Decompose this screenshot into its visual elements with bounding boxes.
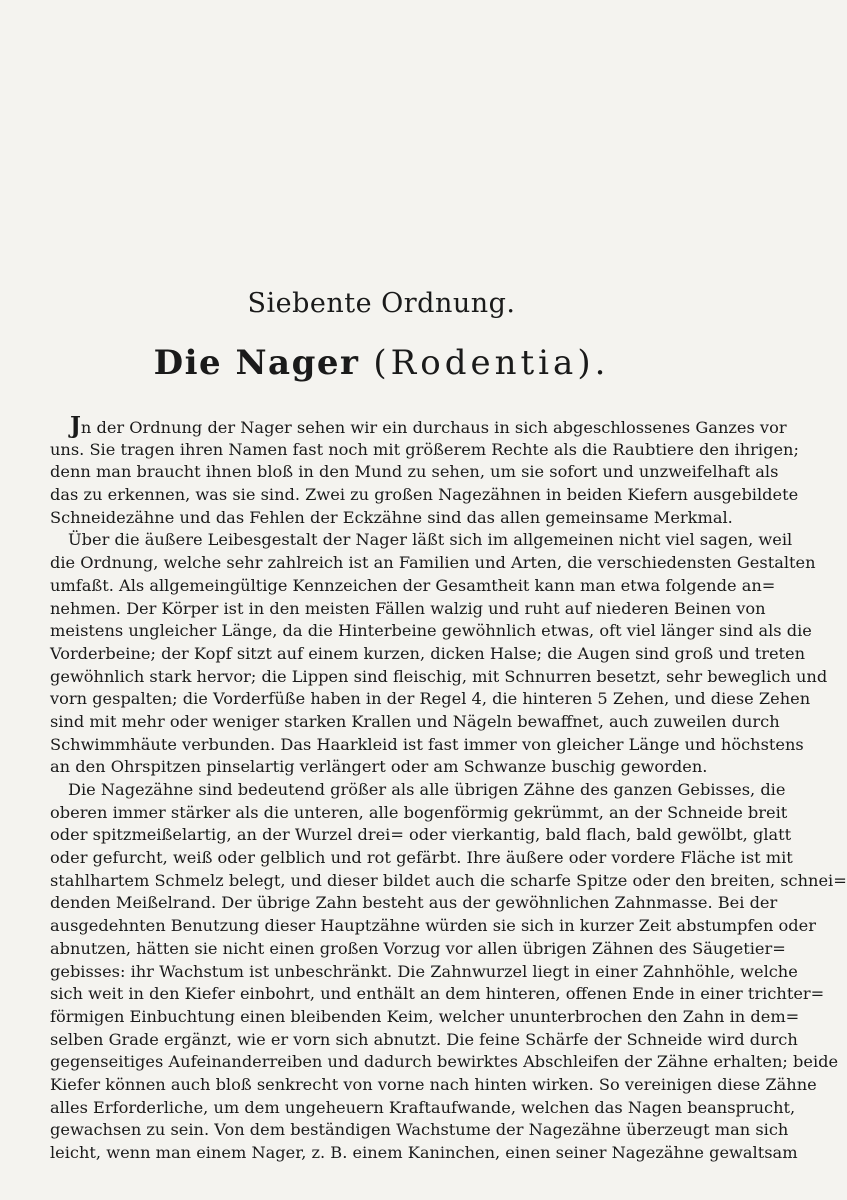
text-line: gewöhnlich stark hervor; die Lippen sind fleischig, mit Schnurren besetzt, sehr beweglich und — [50, 666, 828, 686]
text-line: denden Meißelrand. Der übrige Zahn besteht aus der gewöhnlichen Zahnmasse. Bei der — [50, 893, 778, 913]
text-line: sind mit mehr oder weniger starken Krallen und Nägeln bewaffnet, auch zuweilen durch — [50, 711, 780, 731]
text-line: oberen immer stärker als die unteren, alle bogenförmig gekrümmt, an der Schneide breit — [50, 802, 788, 822]
chapter-title-german: Die Nager — [153, 343, 360, 383]
drop-cap: J — [70, 412, 81, 439]
paragraph-3 — [50, 779, 847, 1165]
text-line: ausgedehnten Benutzung dieser Hauptzähne würden sie sich in kurzer Zeit abstumpfen oder — [50, 916, 816, 936]
paragraph-1 — [50, 412, 799, 529]
text-line: gegenseitiges Aufeinanderreiben und dadurch bewirktes Abschleifen der Zähne erhalten; beide — [50, 1052, 839, 1072]
text-line: gewachsen zu sein. Von dem beständigen Wachstume der Nagezähne überzeugt man sich — [50, 1120, 789, 1140]
text-line: Schneidezähne und das Fehlen der Eckzähne sind das allen gemeinsame Merkmal. — [50, 507, 733, 527]
paragraph-2 — [50, 529, 828, 779]
text-line: denn man braucht ihnen bloß in den Mund zu sehen, um sie sofort und unzweifelhaft als — [50, 462, 779, 482]
text-line: oder gefurcht, weiß oder gelblich und rot gefärbt. Ihre äußere oder vordere Fläche ist mit — [50, 848, 793, 868]
text-line: Über die äußere Leibesgestalt der Nager läßt sich im allgemeinen nicht viel sagen, weil — [68, 530, 793, 550]
text-line: alles Erforderliche, um dem ungeheuern Kraftaufwande, welchen das Nagen beansprucht, — [50, 1097, 796, 1117]
chapter-title — [0, 343, 763, 383]
text-line: förmigen Einbuchtung einen bleibenden Keim, welcher ununterbrochen den Zahn in dem= — [50, 1006, 800, 1026]
text-line: nehmen. Der Körper ist in den meisten Fällen walzig und ruht auf niederen Beinen von — [50, 598, 766, 618]
text-line: die Ordnung, welche sehr zahlreich ist an Familien und Arten, die verschiedensten Gestalten — [50, 553, 816, 573]
text-line: uns. Sie tragen ihren Namen fast noch mit größerem Rechte als die Raubtiere den ihrigen; — [50, 439, 799, 459]
text-line: stahlhartem Schmelz belegt, und dieser bildet auch die scharfe Spitze oder den breiten, schnei= — [50, 870, 847, 890]
text-line: Jn der Ordnung der Nager sehen wir ein durchaus in sich abgeschlossenes Ganzes vor — [70, 412, 787, 439]
text-line: Kiefer können auch bloß senkrecht von vorne nach hinten wirken. So vereinigen diese Zähne — [50, 1074, 817, 1094]
text-line: vorn gespalten; die Vorderfüße haben in der Regel 4, die hinteren 5 Zehen, und diese Zehen — [50, 689, 811, 709]
text-line: meistens ungleicher Länge, da die Hinterbeine gewöhnlich etwas, oft viel länger sind als die — [50, 621, 812, 641]
text-line: sich weit in den Kiefer einbohrt, und enthält an dem hinteren, offenen Ende in einer trichter= — [50, 984, 825, 1004]
text-line: an den Ohrspitzen pinselartig verlängert oder am Schwanze buschig geworden. — [50, 757, 708, 777]
text-line: das zu erkennen, was sie sind. Zwei zu großen Nagezähnen in beiden Kiefern ausgebildete — [50, 485, 799, 505]
text-line: abnutzen, hätten sie nicht einen großen Vorzug vor allen übrigen Zähnen des Säugetier= — [50, 938, 786, 958]
order-heading: Siebente Ordnung. — [247, 288, 516, 319]
text-line: umfaßt. Als allgemeingültige Kennzeichen der Gesamtheit kann man etwa folgende an= — [50, 575, 776, 595]
text-line: Vorderbeine; der Kopf sitzt auf einem kurzen, dicken Halse; die Augen sind groß und treten — [50, 643, 806, 663]
text-line: gebisses: ihr Wachstum ist unbeschränkt. Die Zahnwurzel liegt in einer Zahnhöhle, welche — [50, 961, 798, 981]
text-line: Die Nagezähne sind bedeutend größer als alle übrigen Zähne des ganzen Gebisses, die — [68, 780, 786, 799]
text-line: Schwimmhäute verbunden. Das Haarkleid ist fast immer von gleicher Länge und höchstens — [50, 734, 804, 754]
text-line: leicht, wenn man einem Nager, z. B. einem Kaninchen, einen seiner Nagezähne gewaltsam — [50, 1143, 798, 1162]
text-line: oder spitzmeißelartig, an der Wurzel drei= oder vierkantig, bald flach, bald gewölbt, glatt — [50, 825, 792, 845]
chapter-title-latin: (Rodentia). — [373, 343, 610, 383]
text-line: selben Grade ergänzt, wie er vorn sich abnutzt. Die feine Schärfe der Schneide wird durch — [50, 1029, 798, 1049]
body-text — [50, 412, 847, 1165]
